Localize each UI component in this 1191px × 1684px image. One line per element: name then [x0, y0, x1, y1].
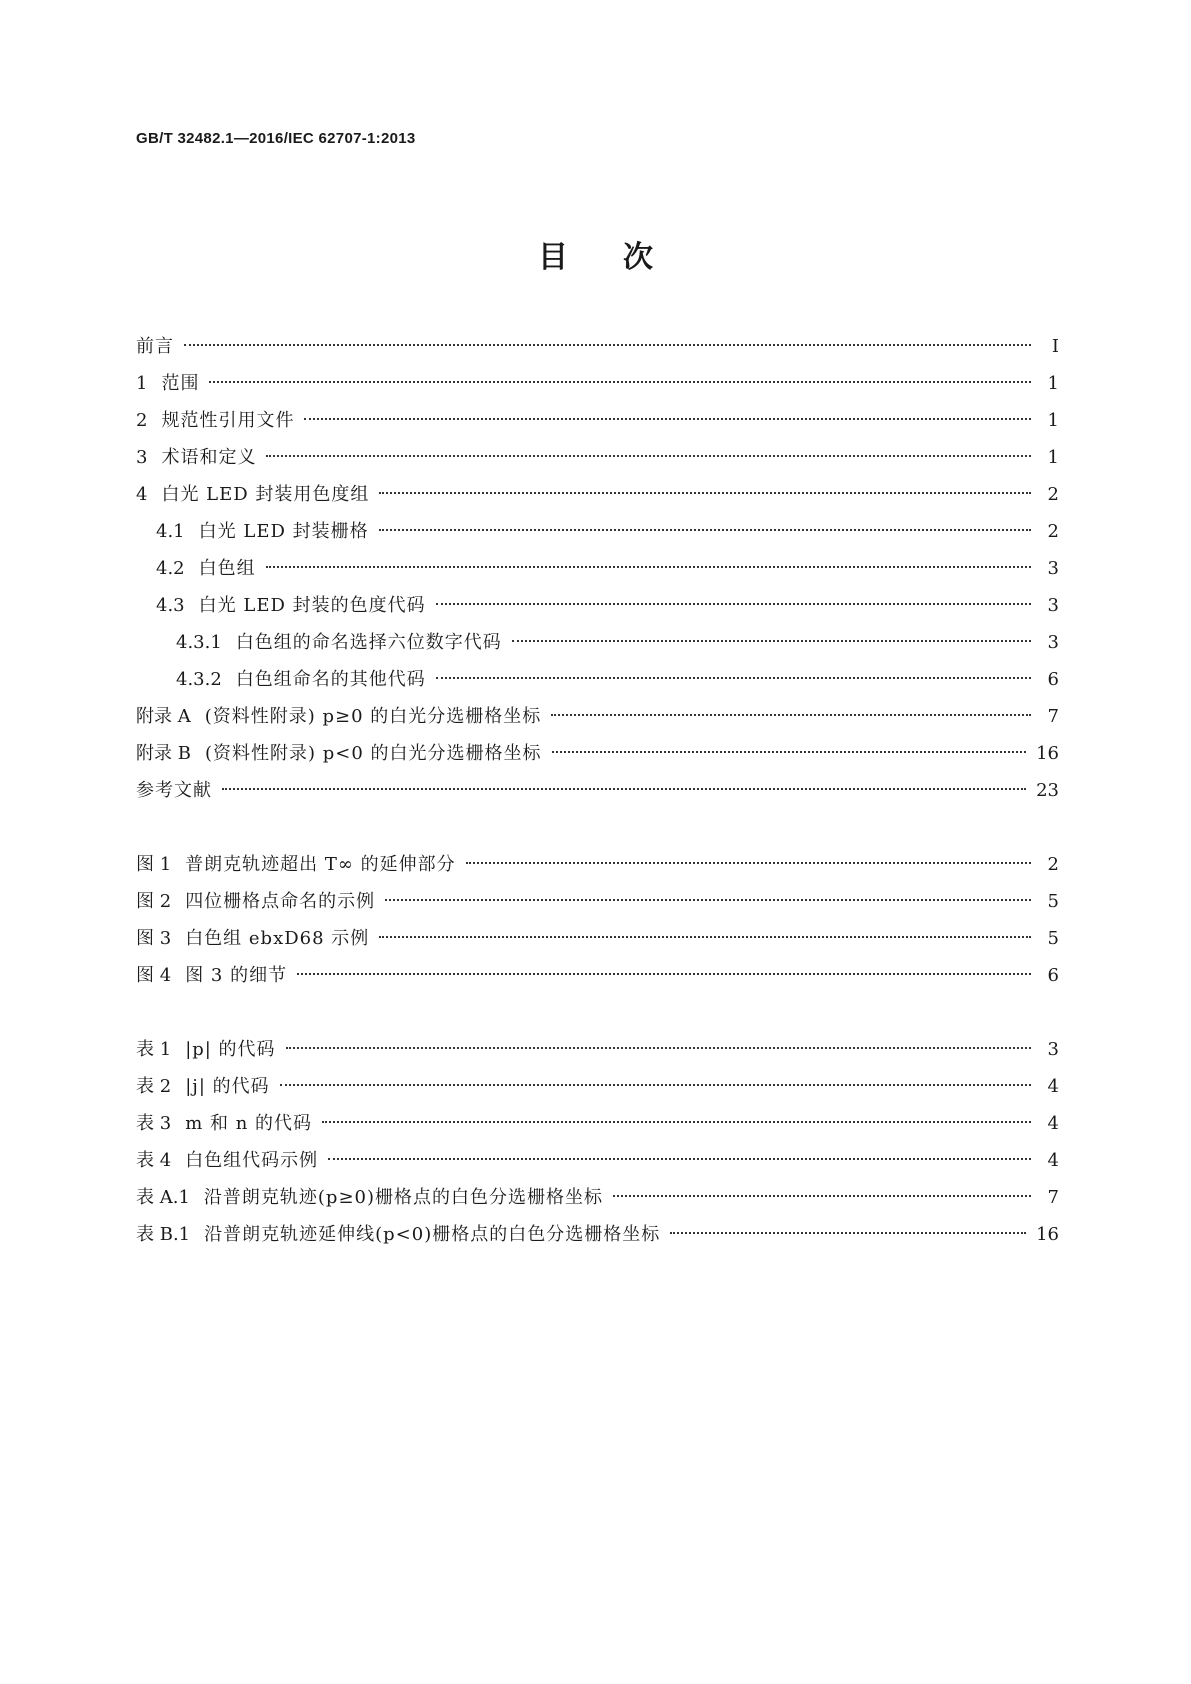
dot-leader: [385, 899, 1031, 901]
toc-entry-number: 3: [136, 447, 148, 468]
toc-entry-page: 2: [1047, 484, 1059, 505]
toc-entry-section-3[interactable]: [136, 439, 1059, 476]
toc-entry-number: 图 4: [136, 965, 172, 986]
toc-entry-label: (资料性附录) p<0 的白光分选栅格坐标: [204, 743, 542, 764]
toc-entry-page: 23: [1036, 780, 1059, 801]
toc-entry-number: 表 3: [136, 1113, 172, 1134]
toc-entry-page: 16: [1036, 1224, 1059, 1245]
toc-entry-page: 2: [1047, 521, 1059, 542]
toc-entry-label: 白色组: [198, 558, 256, 579]
toc-entry-number: 4.3.1: [176, 632, 222, 653]
toc-entry-label: 术语和定义: [161, 447, 257, 468]
toc-entry-figure-2[interactable]: [136, 883, 1059, 920]
toc-entry-page: 3: [1047, 1039, 1059, 1060]
dot-leader: [322, 1121, 1031, 1123]
dot-leader: [286, 1047, 1031, 1049]
dot-leader: [379, 529, 1031, 531]
toc-entry-label: 四位栅格点命名的示例: [185, 891, 376, 912]
toc-entry-table-3[interactable]: [136, 1105, 1059, 1142]
toc-entry-label: 沿普朗克轨迹(p≥0)栅格点的白色分选栅格坐标: [203, 1187, 604, 1208]
toc-entry-page: 1: [1047, 447, 1059, 468]
toc-entry-page: 16: [1036, 743, 1059, 764]
dot-leader: [280, 1084, 1031, 1086]
dot-leader: [266, 566, 1031, 568]
toc-entry-annex-b[interactable]: [136, 735, 1059, 772]
dot-leader: [266, 455, 1031, 457]
toc-entry-number: 表 4: [136, 1150, 172, 1171]
toc-entry-page: 4: [1047, 1113, 1059, 1134]
toc-entry-number: 图 2: [136, 891, 172, 912]
toc-entry-section-4-3-1[interactable]: [136, 624, 1059, 661]
dot-leader: [379, 492, 1031, 494]
toc-entry-label: 白光 LED 封装用色度组: [161, 484, 370, 505]
toc-entry-table-2[interactable]: [136, 1068, 1059, 1105]
toc-entry-label: (资料性附录) p≥0 的白光分选栅格坐标: [204, 706, 542, 727]
toc-entry-label: 普朗克轨迹超出 T∞ 的延伸部分: [185, 854, 456, 875]
toc-entry-label: 沿普朗克轨迹延伸线(p<0)栅格点的白色分选栅格坐标: [204, 1224, 661, 1245]
toc-entry-page: 7: [1047, 1187, 1059, 1208]
toc-entry-number: 表 A.1: [136, 1187, 190, 1208]
toc-entry-label: 前言: [136, 336, 174, 357]
dot-leader: [436, 677, 1031, 679]
toc-entry-label: 白光 LED 封装栅格: [198, 521, 369, 542]
toc-entry-section-4-2[interactable]: [136, 550, 1059, 587]
toc-entry-table-4[interactable]: [136, 1142, 1059, 1179]
toc-entry-figure-1[interactable]: [136, 846, 1059, 883]
toc-entry-figure-3[interactable]: [136, 920, 1059, 957]
toc-entry-label: 参考文献: [136, 780, 212, 801]
toc-entry-label: |j| 的代码: [185, 1076, 270, 1097]
toc-entry-label: 白色组的命名选择六位数字代码: [235, 632, 502, 653]
toc-entry-label: 白光 LED 封装的色度代码: [198, 595, 426, 616]
toc-entry-number: 附录 B: [136, 743, 191, 764]
toc-entry-label: 白色组命名的其他代码: [235, 669, 426, 690]
toc-entry-section-4-3-2[interactable]: [136, 661, 1059, 698]
toc-entry-label: 规范性引用文件: [161, 410, 295, 431]
toc-entry-page: 6: [1047, 965, 1059, 986]
dot-leader: [222, 788, 1026, 790]
toc-entry-page: 1: [1047, 373, 1059, 394]
toc-entry-label: |p| 的代码: [185, 1039, 276, 1060]
toc-entry-bibliography[interactable]: [136, 772, 1059, 809]
toc-entry-page: 2: [1047, 854, 1059, 875]
toc-entry-table-1[interactable]: [136, 1031, 1059, 1068]
toc-entry-page: Ⅰ: [1051, 336, 1059, 357]
page-title: 目次: [538, 240, 708, 275]
toc-entry-number: 图 1: [136, 854, 172, 875]
toc-entry-number: 附录 A: [136, 706, 191, 727]
toc-entry-page: 3: [1047, 558, 1059, 579]
toc-entry-section-4-1[interactable]: [136, 513, 1059, 550]
toc-entry-number: 4: [136, 484, 148, 505]
toc-entry-label: m 和 n 的代码: [185, 1113, 313, 1134]
dot-leader: [304, 418, 1031, 420]
toc-entry-annex-a[interactable]: [136, 698, 1059, 735]
toc-entry-foreword[interactable]: [136, 328, 1059, 365]
toc-entry-number: 4.3: [156, 595, 185, 616]
standard-code: GB/T 32482.1—2016/IEC 62707-1:2013: [136, 130, 416, 147]
toc-entry-page: 6: [1047, 669, 1059, 690]
dot-leader: [551, 714, 1031, 716]
dot-leader: [209, 381, 1031, 383]
toc-entry-page: 7: [1047, 706, 1059, 727]
toc-entry-page: 5: [1047, 928, 1059, 949]
toc-entry-section-4[interactable]: [136, 476, 1059, 513]
dot-leader: [512, 640, 1031, 642]
toc-entry-number: 表 B.1: [136, 1224, 191, 1245]
toc-entry-page: 4: [1047, 1150, 1059, 1171]
toc-entry-label: 白色组代码示例: [185, 1150, 319, 1171]
toc-entry-number: 4.3.2: [176, 669, 222, 690]
toc-entry-label: 白色组 ebxD68 示例: [185, 928, 370, 949]
toc-entry-table-b1[interactable]: [136, 1216, 1059, 1253]
toc-entry-number: 图 3: [136, 928, 172, 949]
toc-entry-page: 3: [1047, 632, 1059, 653]
toc-entry-table-a1[interactable]: [136, 1179, 1059, 1216]
dot-leader: [379, 936, 1031, 938]
toc-entry-label: 范围: [161, 373, 200, 394]
dot-leader: [466, 862, 1031, 864]
toc-entry-page: 3: [1047, 595, 1059, 616]
dot-leader: [552, 751, 1027, 753]
toc-entry-number: 4.2: [156, 558, 185, 579]
toc-entry-number: 1: [136, 373, 148, 394]
toc-entry-section-1[interactable]: [136, 365, 1059, 402]
dot-leader: [297, 973, 1031, 975]
toc-entry-page: 4: [1047, 1076, 1059, 1097]
dot-leader: [328, 1158, 1031, 1160]
toc-entry-section-4-3[interactable]: [136, 587, 1059, 624]
toc-entry-page: 1: [1047, 410, 1059, 431]
toc-entry-page: 5: [1047, 891, 1059, 912]
dot-leader: [184, 344, 1031, 346]
dot-leader: [670, 1232, 1026, 1234]
toc-entry-number: 4.1: [156, 521, 185, 542]
toc-entry-section-2[interactable]: [136, 402, 1059, 439]
toc-entry-label: 图 3 的细节: [185, 965, 288, 986]
table-of-contents: [136, 328, 1059, 1253]
dot-leader: [436, 603, 1031, 605]
toc-entry-number: 表 2: [136, 1076, 172, 1097]
toc-entry-figure-4[interactable]: [136, 957, 1059, 994]
dot-leader: [613, 1195, 1031, 1197]
toc-entry-number: 2: [136, 410, 148, 431]
toc-entry-number: 表 1: [136, 1039, 172, 1060]
